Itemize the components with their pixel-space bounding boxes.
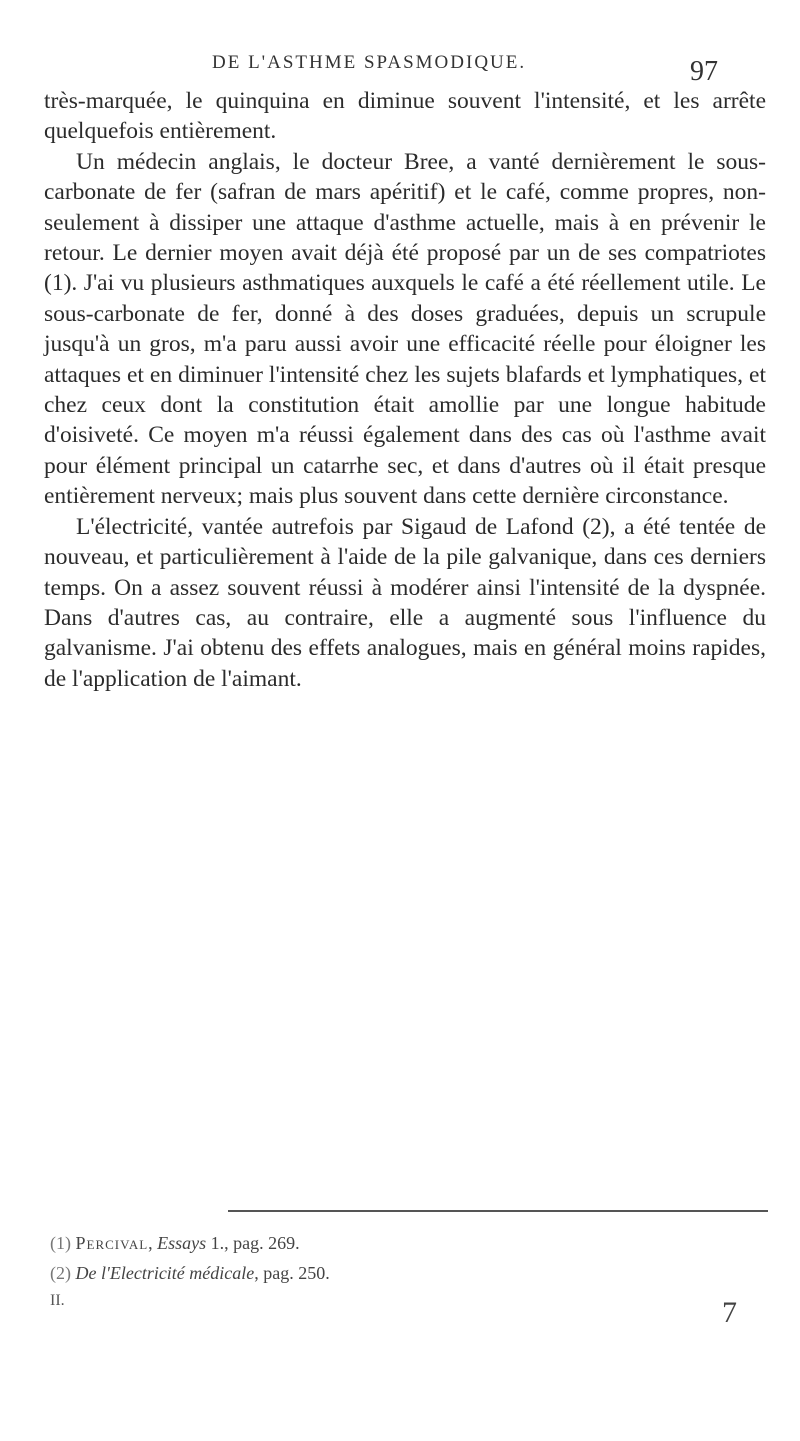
footnote-citation: , pag. 250. — [254, 1263, 330, 1283]
footnote-author: Percival — [75, 1233, 149, 1253]
footnote-rule — [228, 1210, 768, 1212]
footnotes — [50, 1228, 770, 1288]
signature-number: 7 — [722, 1296, 737, 1329]
paragraph-1: très-marquée, le quinquina en diminue souvent l'intensité, et les arrête quelquefois entièrement. — [44, 88, 766, 145]
footnote-title: Essays — [157, 1233, 207, 1253]
footnote-citation: 1., pag. 269. — [206, 1233, 300, 1253]
footnote-marker: (2) — [50, 1263, 71, 1283]
paragraph-2: Un médecin anglais, le docteur Bree, a vanté dernièrement le sous-carbonate de fer (safran de mars apéritif) et le café, comme propres, non-seulement à dissiper une attaque d'asthme actuelle, mais à en prévenir le retour. Le dernier moyen avait déjà été proposé par un de ses compatriotes (1). J'ai vu plusieurs asthmatiques auxquels le café a été réellement utile. Le sous-carbonate de fer, donné à des doses graduées, depuis un scrupule jusqu'à un gros, m'a paru aussi avoir une efficacité réelle pour éloigner les attaques et en diminuer l'intensité chez les sujets blafards et lymphatiques, et chez ceux dont la constitution était amollie par une longue habitude d'oisiveté. Ce moyen m'a réussi également dans des cas où l'asthme avait pour élément principal un catarrhe sec, et dans d'autres où il était presque entièrement nerveux; mais plus souvent dans cette dernière circonstance. — [44, 148, 766, 510]
page-number: 97 — [690, 56, 718, 87]
footnote-2 — [50, 1258, 770, 1288]
footnote-title: De l'Electricité médicale — [75, 1263, 255, 1283]
footnote-marker: (1) — [50, 1233, 71, 1253]
body-text — [44, 86, 766, 694]
paragraph-3: L'électricité, vantée autrefois par Sigaud de Lafond (2), a été tentée de nouveau, et particulièrement à l'aide de la pile galvanique, dans ces derniers temps. On a assez souvent réussi à modérer ainsi l'intensité de la dyspnée. Dans d'autres cas, au contraire, elle a augmenté sous l'influence du galvanisme. J'ai obtenu des effets analogues, mais en général moins rapides, de l'application de l'aimant. — [44, 513, 766, 692]
signature-mark: II. — [50, 1292, 65, 1309]
running-head: DE L'ASTHME SPASMODIQUE. — [212, 52, 527, 73]
footnote-1: (1) Percival, Essays 1., pag. 269. — [50, 1233, 300, 1253]
